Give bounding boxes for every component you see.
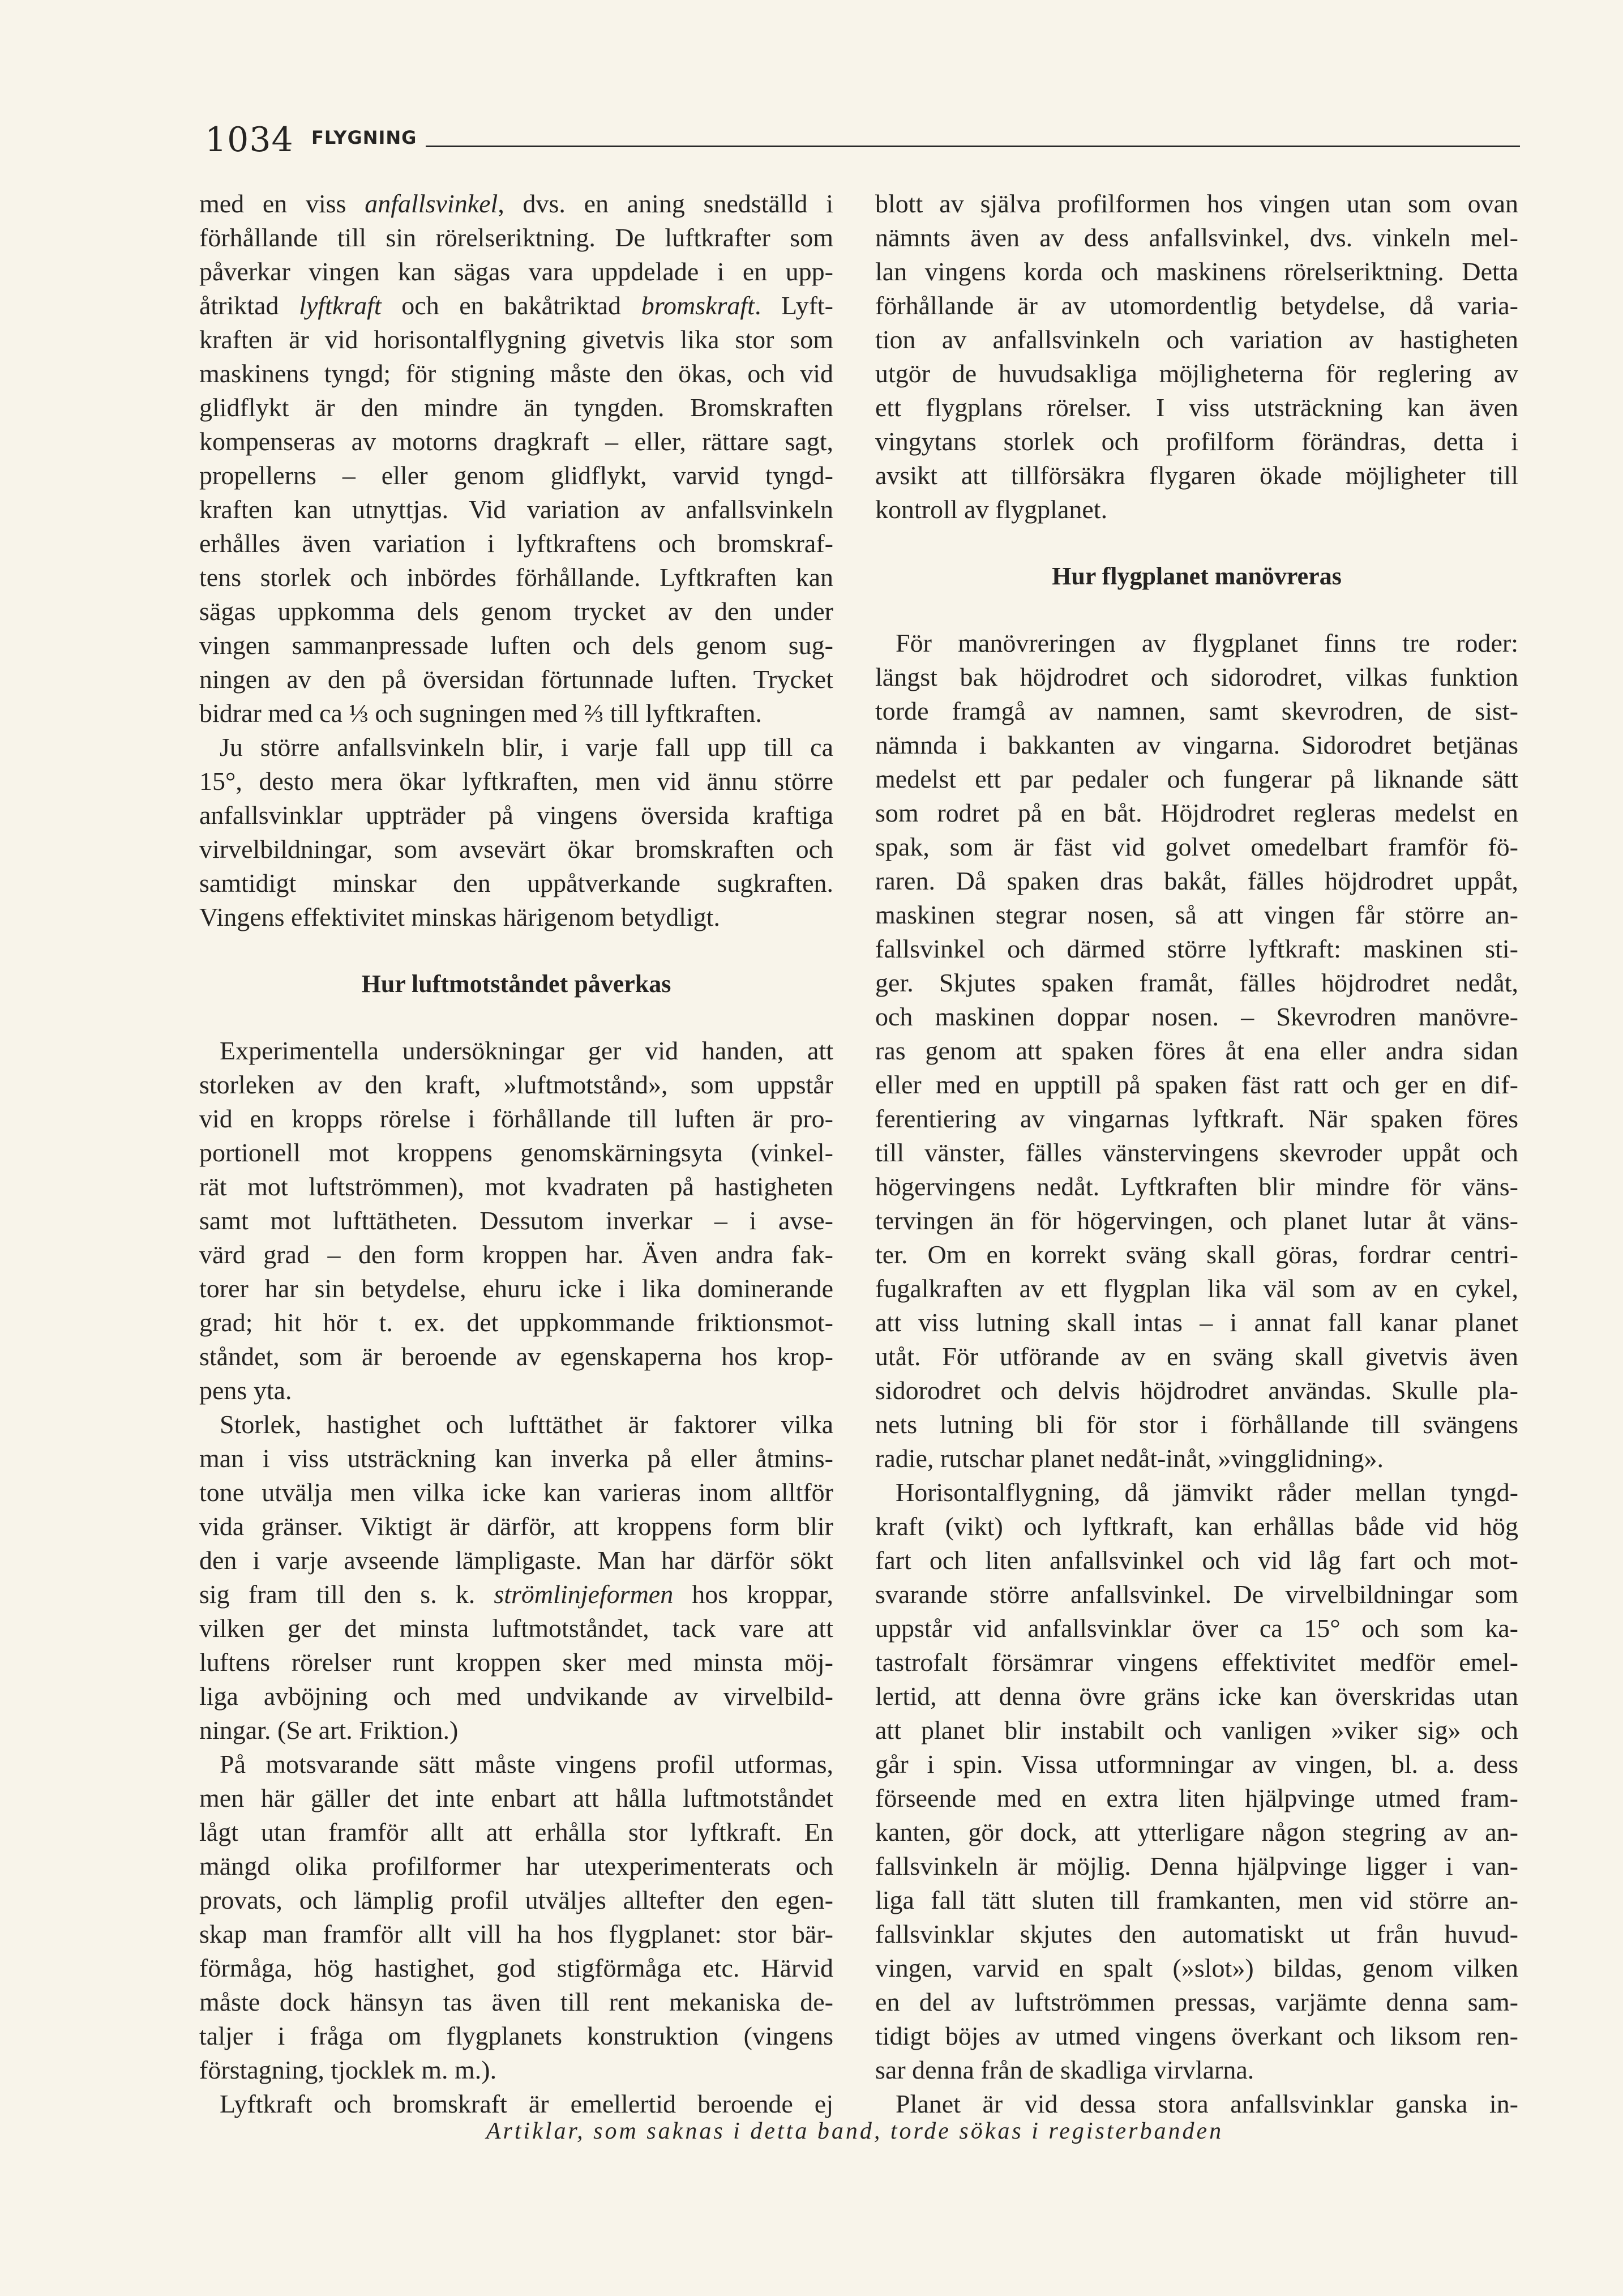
text-line: nämnda i bakkanten av vingarna. Sidorodret betjänas [875, 730, 1518, 759]
text-line: Ju större anfallsvinkeln blir, i varje fall upp till ca [220, 733, 833, 762]
text-line: vilken ger det minsta luftmotståndet, tack vare att [199, 1614, 833, 1643]
text-line [199, 289, 833, 323]
text-line: men här gäller det inte enbart att hålla luftmotståndet [199, 1784, 833, 1812]
text-line: går i spin. Vissa utformningar av vingen, bl. a. dess [875, 1750, 1518, 1778]
text-line: ferentiering av vingarnas lyftkraft. När spaken föres [875, 1104, 1518, 1133]
text-line: man i viss utsträckning kan inverka på eller åtmins- [199, 1444, 833, 1473]
text-line: erhålles även variation i lyftkraftens och bromskraf- [199, 529, 833, 558]
text-line: vingen sammanpressade luften och dels genom sug- [199, 631, 833, 660]
text-line: och maskinen doppar nosen. – Skevrodren manövre- [875, 1002, 1518, 1031]
text-line: ter. Om en korrekt sväng skall göras, fordrar centri- [875, 1240, 1518, 1269]
text-line: På motsvarande sätt måste vingens profil utformas, [220, 1750, 833, 1778]
text-line: sägas uppkomma dels genom trycket av den under [199, 597, 833, 626]
text-line: vid en kropps rörelse i förhållande till luften är pro- [199, 1104, 833, 1133]
text-line: storleken av den kraft, »luftmotstånd», som uppstår [199, 1070, 833, 1099]
text-segment: . Lyft- [754, 291, 834, 320]
text-line: ras genom att spaken föres åt ena eller andra sidan [875, 1036, 1518, 1065]
text-line: lågt utan framför allt att erhålla stor lyftkraft. En [199, 1818, 833, 1846]
text-line: utåt. För utförande av en sväng skall givetvis även [875, 1342, 1518, 1371]
text-line: ståndet, som är beroende av egenskaperna hos krop- [199, 1342, 833, 1371]
text-line: kraften kan utnyttjas. Vid variation av anfallsvinkeln [199, 495, 833, 524]
paragraph [199, 187, 833, 730]
footer-note: Artiklar, som saknas i detta band, torde sökas i registerbanden [486, 2118, 1224, 2144]
text-line: skap man framför allt vill ha hos flygplanet: stor bär- [199, 1919, 833, 1948]
text-line: förmåga, hög hastighet, god stigförmåga etc. Härvid [199, 1953, 833, 1982]
text-line: tion av anfallsvinkeln och variation av hastigheten [875, 325, 1518, 354]
text-line: kraften är vid horisontalflygning givetvis lika stor som [199, 325, 833, 354]
paragraph [199, 1408, 833, 1747]
text-line [199, 1577, 833, 1611]
paragraph [199, 730, 833, 934]
paragraph [875, 2087, 1518, 2121]
text-line: Lyftkraft och bromskraft är emellertid beroende ej [220, 2089, 833, 2118]
text-line: den i varje avseende lämpligaste. Man har därför sökt [199, 1546, 833, 1575]
text-line: kompenseras av motorns dragkraft – eller, rättare sagt, [199, 427, 833, 456]
text-line: torde framgå av namnen, samt skevrodren, de sist- [875, 696, 1518, 725]
text-line: förstagning, tjocklek m. m.). [199, 2055, 497, 2084]
section-heading: Hur flygplanet manövreras [1052, 562, 1342, 590]
text-line: förhållande är av utomordentlig betydelse, då varia- [875, 291, 1518, 320]
text-line: att planet blir instabilt och vanligen »viker sig» och [875, 1716, 1518, 1745]
text-line: svarande större anfallsvinkel. De virvelbildningar som [875, 1580, 1518, 1609]
text-line: Horisontalflygning, då jämvikt råder mellan tyngd- [896, 1478, 1518, 1507]
text-line: lan vingens korda och maskinens rörelseriktning. Detta [875, 257, 1518, 286]
text-segment: med en viss [199, 189, 365, 218]
text-line: kontroll av flygplanet. [875, 495, 1108, 524]
text-line: Vingens effektivitet minskas härigenom betydligt. [199, 903, 721, 931]
right-column [875, 187, 1518, 2121]
text-line: fallsvinkel och därmed större lyftkraft: maskinen sti- [875, 934, 1518, 963]
text-segment: sig fram till den s. k. [199, 1580, 494, 1609]
text-line: nets lutning bli för stor i förhållande till svängens [875, 1410, 1518, 1439]
header-rule [426, 146, 1520, 147]
text-line: radie, rutschar planet nedåt-inåt, »vingglidning». [875, 1444, 1384, 1473]
text-line: vingen, varvid en spalt (»slot») bildas, genom vilken [875, 1953, 1518, 1982]
paragraph [875, 626, 1518, 1476]
text-line: maskinen stegrar nosen, så att vingen får större an- [875, 900, 1518, 929]
text-line: fallsvinkeln är möjlig. Denna hjälpvinge ligger i van- [875, 1852, 1518, 1880]
paragraph [199, 1747, 833, 2087]
paragraph [875, 187, 1518, 527]
text-line [199, 187, 833, 221]
text-line: uppstår vid anfallsvinklar över ca 15° och som ka- [875, 1614, 1518, 1643]
text-line: vingytans storlek och profilform förändras, detta i [875, 427, 1518, 456]
text-line: För manövreringen av flygplanet finns tre roder: [896, 628, 1518, 657]
text-line: lertid, att denna övre gräns icke kan överskridas utan [875, 1682, 1518, 1711]
paragraph [199, 1034, 833, 1408]
italic-term: strömlinjeformen [494, 1580, 674, 1609]
text-line: Planet är vid dessa stora anfallsvinklar ganska in- [896, 2089, 1518, 2118]
text-line: propellerns – eller genom glidflykt, varvid tyngd- [199, 461, 833, 490]
text-line: förseende med en extra liten hjälpvinge utmed fram- [875, 1784, 1518, 1812]
text-line: tone utvälja men vilka icke kan varieras inom alltför [199, 1478, 833, 1507]
text-line: anfallsvinklar uppträder på vingens översida kraftiga [199, 801, 833, 830]
text-line: samt mot lufttätheten. Dessutom inverkar – i avse- [199, 1206, 833, 1235]
text-line: som rodret på en båt. Höjdrodret regleras medelst en [875, 798, 1518, 827]
text-line: till vänster, fälles vänstervingens skevroder uppåt och [875, 1138, 1518, 1167]
left-column [199, 187, 833, 2121]
text-line: virvelbildningar, som avsevärt ökar bromskraften och [199, 835, 833, 863]
text-line: rät mot luftströmmen), mot kvadraten på hastigheten [199, 1172, 833, 1201]
text-line: tervingen än för högervingen, och planet lutar åt väns- [875, 1206, 1518, 1235]
text-segment: , dvs. en aning snedställd i [498, 189, 833, 218]
text-line: 15°, desto mera ökar lyftkraften, men vid ännu större [199, 767, 833, 796]
text-line: avsikt att tillförsäkra flygaren ökade möjligheter till [875, 461, 1518, 490]
text-line: värd grad – den form kroppen har. Även andra fak- [199, 1240, 833, 1269]
text-line: ett flygplans rörelser. I viss utsträckning kan även [875, 393, 1518, 422]
text-line: medelst ett par pedaler och fungerar på liknande sätt [875, 764, 1518, 793]
text-line: vida gränser. Viktigt är därför, att kroppens form blir [199, 1512, 833, 1541]
page-number: 1034 [205, 120, 294, 160]
text-line: att viss lutning skall intas – i annat fall kanar planet [875, 1308, 1518, 1337]
text-line: taljer i fråga om flygplanets konstruktion (vingens [199, 2021, 833, 2050]
text-line: raren. Då spaken dras bakåt, fälles höjdrodret uppåt, [875, 866, 1518, 895]
text-line: nämnts även av dess anfallsvinkel, dvs. vinkeln mel- [875, 223, 1518, 252]
text-line: fugalkraften av ett flygplan lika väl som av en cykel, [875, 1274, 1518, 1303]
text-line: torer har sin betydelse, ehuru icke i lika dominerande [199, 1274, 833, 1303]
text-line: bidrar med ca ⅓ och sugningen med ⅔ till lyftkraften. [199, 699, 762, 728]
text-line: blott av själva profilformen hos vingen utan som ovan [875, 189, 1518, 218]
text-line: sar denna från de skadliga virvlarna. [875, 2055, 1254, 2084]
text-line: eller med en upptill på spaken fäst ratt och ger en dif- [875, 1070, 1518, 1099]
text-line: grad; hit hör t. ex. det uppkommande friktionsmot- [199, 1308, 833, 1337]
italic-term: bromskraft [641, 291, 755, 320]
text-line: mängd olika profilformer har utexperimenterats och [199, 1852, 833, 1880]
text-line: en del av luftströmmen pressas, varjämte denna sam- [875, 1987, 1518, 2016]
text-line: ningen av den på översidan förtunnade luften. Trycket [199, 665, 833, 694]
text-line: utgör de huvudsakliga möjligheterna för reglering av [875, 359, 1518, 388]
text-line: liga avböjning och med undvikande av virvelbild- [199, 1682, 833, 1711]
text-line: måste dock hänsyn tas även till rent mekaniska de- [199, 1987, 833, 2016]
text-line: ningar. (Se art. Friktion.) [199, 1716, 459, 1745]
text-line: fallsvinklar skjutes den automatiskt ut från huvud- [875, 1919, 1518, 1948]
text-line: provats, och lämplig profil utväljes alltefter den egen- [199, 1885, 833, 1914]
text-line: portionell mot kroppens genomskärningsyta (vinkel- [199, 1138, 833, 1167]
text-line: Experimentella undersökningar ger vid handen, att [220, 1036, 833, 1065]
text-line: maskinens tyngd; för stigning måste den ökas, och vid [199, 359, 833, 388]
text-segment: och en bakåtriktad [381, 291, 641, 320]
italic-term: anfallsvinkel [365, 189, 498, 218]
text-line: kraft (vikt) och lyftkraft, kan erhållas både vid hög [875, 1512, 1518, 1541]
text-line: pens yta. [199, 1376, 292, 1405]
text-line: luftens rörelser runt kroppen sker med minsta möj- [199, 1648, 833, 1677]
text-line: samtidigt minskar den uppåtverkande sugkraften. [199, 869, 833, 897]
running-title: FLYGNING [311, 127, 417, 148]
text-line: ger. Skjutes spaken framåt, fälles höjdrodret nedåt, [875, 968, 1518, 997]
text-line: högervingens nedåt. Lyftkraften blir mindre för väns- [875, 1172, 1518, 1201]
text-line: Storlek, hastighet och lufttäthet är faktorer vilka [220, 1410, 833, 1439]
text-line: tastrofalt försämrar vingens effektivitet medför emel- [875, 1648, 1518, 1677]
paragraph [199, 2087, 833, 2121]
text-segment: åtriktad [199, 291, 299, 320]
text-line: tidigt böjes av utmed vingens överkant och liksom ren- [875, 2021, 1518, 2050]
text-line: tens storlek och inbördes förhållande. Lyftkraften kan [199, 563, 833, 592]
text-line: längst bak höjdrodret och sidorodret, vilkas funktion [875, 662, 1518, 691]
text-segment: hos kroppar, [673, 1580, 833, 1609]
text-line: spak, som är fäst vid golvet omedelbart framför fö- [875, 832, 1518, 861]
text-line: liga fall tätt sluten till framkanten, men vid större an- [875, 1885, 1518, 1914]
italic-term: lyftkraft [299, 291, 382, 320]
text-line: förhållande till sin rörelseriktning. De luftkrafter som [199, 223, 833, 252]
text-line: glidflykt är den mindre än tyngden. Bromskraften [199, 393, 833, 422]
text-line: fart och liten anfallsvinkel och vid låg fart och mot- [875, 1546, 1518, 1575]
text-line: kanten, gör dock, att ytterligare någon stegring av an- [875, 1818, 1518, 1846]
text-line: påverkar vingen kan sägas vara uppdelade i en upp- [199, 257, 833, 286]
paragraph [875, 1476, 1518, 2087]
text-line: sidorodret och delvis höjdrodret användas. Skulle pla- [875, 1376, 1518, 1405]
section-heading: Hur luftmotståndet påverkas [361, 970, 671, 998]
